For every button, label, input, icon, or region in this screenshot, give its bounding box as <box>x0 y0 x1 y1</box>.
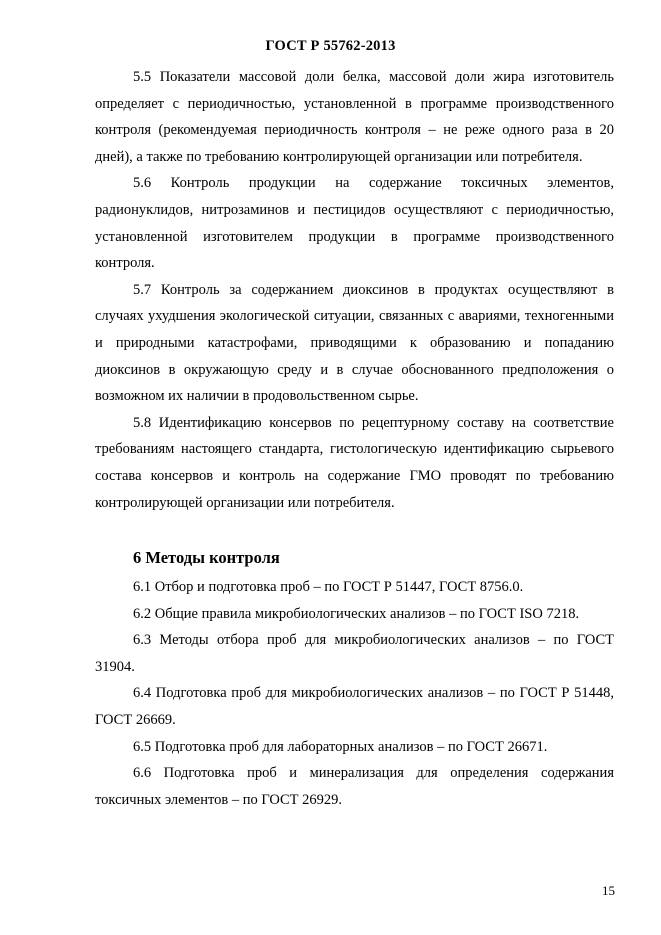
section-title: 6 Методы контроля <box>133 548 280 568</box>
paragraph-5-8: 5.8 Идентификацию консервов по рецептурному составу на соответствие требованиям настоящего стандарта, гистологическую идентификацию сырьевого состава консервов и контроль на содержание ГМО проводят по требованию контролирующей организации или потребителя. <box>95 414 614 511</box>
paragraph-6-2: 6.2 Общие правила микробиологических анализов – по ГОСТ ISO 7218. <box>133 605 580 622</box>
paragraph-6-1: 6.1 Отбор и подготовка проб – по ГОСТ Р 51447, ГОСТ 8756.0. <box>133 579 524 596</box>
document-body <box>95 64 614 813</box>
paragraph-6-3: 6.3 Методы отбора проб для микробиологических анализов – по ГОСТ 31904. <box>95 632 614 675</box>
document-header: ГОСТ Р 55762-2013 <box>265 38 396 54</box>
paragraph-5-7: 5.7 Контроль за содержанием диоксинов в продуктах осуществляют в случаях ухудшения экологической ситуации, связанных с авариями, техногенными и природными катастрофами, приводящими к образованию и попаданию диоксинов в окружающую среду и в случае обоснованного предположения о возможном их наличии в продовольственном сырье. <box>95 281 614 405</box>
paragraph-5-5: 5.5 Показатели массовой доли белка, массовой доли жира изготовитель определяет с периодичностью, установленной в программе производственного контроля (рекомендуемая периодичность контроля – не реже одного раза в 20 дней), а также по требованию контролирующей организации или потребителя. <box>95 69 614 165</box>
paragraph-6-6: 6.6 Подготовка проб и минерализация для определения содержания токсичных элементов – по ГОСТ 26929. <box>95 765 614 808</box>
page-number: 15 <box>602 883 615 898</box>
paragraph-6-5: 6.5 Подготовка проб для лабораторных анализов – по ГОСТ 26671. <box>133 738 548 755</box>
paragraph-5-6: 5.6 Контроль продукции на содержание токсичных элементов, радионуклидов, нитрозаминов и пестицидов осуществляют с периодичностью, установленной изготовителем продукции в программе производственного контроля. <box>95 175 614 272</box>
paragraph-6-4: 6.4 Подготовка проб для микробиологических анализов – по ГОСТ Р 51448, ГОСТ 26669. <box>95 685 614 729</box>
